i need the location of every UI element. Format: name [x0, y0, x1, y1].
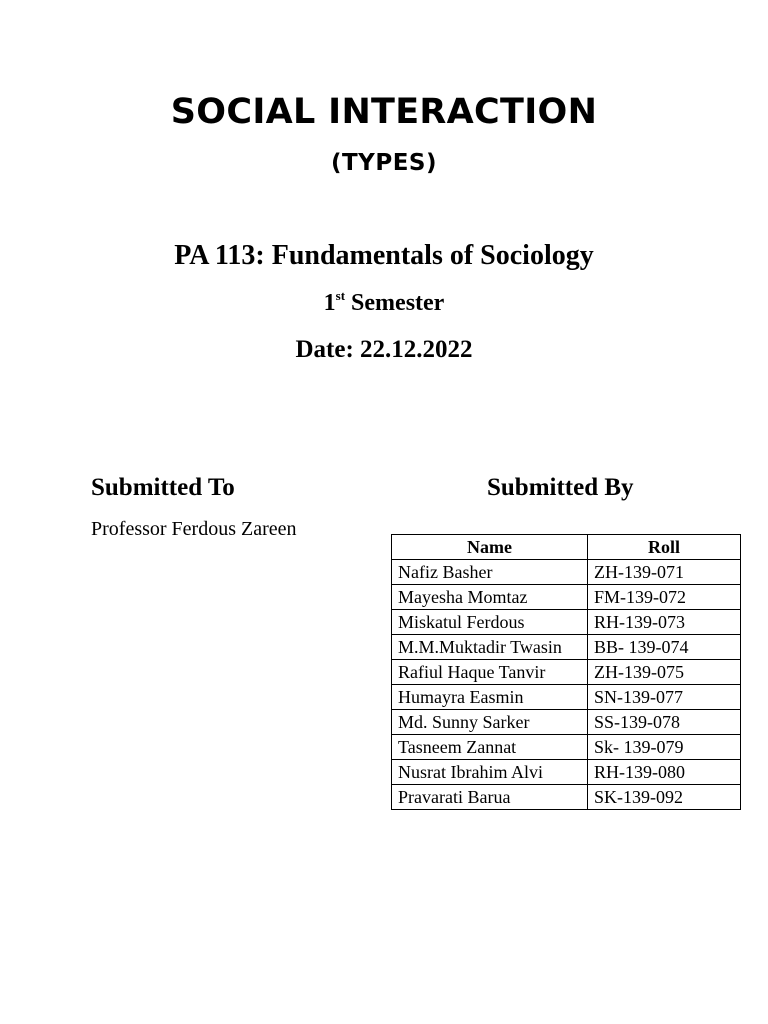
member-roll: ZH-139-075 [588, 660, 741, 685]
column-header-roll: Roll [588, 535, 741, 560]
table-row [392, 660, 741, 685]
semester-ordinal: st [335, 288, 346, 303]
member-roll: Sk- 139-079 [588, 735, 741, 760]
table-row [392, 785, 741, 810]
table-row [392, 560, 741, 585]
column-header-name: Name [392, 535, 588, 560]
document-title: SOCIAL INTERACTION [170, 92, 598, 132]
semester-label: Semester [345, 290, 445, 316]
semester-number: 1 [323, 290, 336, 316]
submission-date: Date: 22.12.2022 [295, 336, 473, 363]
member-name: Pravarati Barua [392, 785, 588, 810]
member-roll: FM-139-072 [588, 585, 741, 610]
course-title: PA 113: Fundamentals of Sociology [174, 240, 594, 271]
submitted-to-heading: Submitted To [91, 474, 235, 501]
table-row [392, 635, 741, 660]
submitted-by-heading: Submitted By [487, 474, 634, 501]
table-header-row [392, 535, 741, 560]
table-row [392, 760, 741, 785]
members-table [391, 534, 741, 810]
member-name: Nafiz Basher [392, 560, 588, 585]
member-roll: BB- 139-074 [588, 635, 741, 660]
member-roll: SK-139-092 [588, 785, 741, 810]
member-name: Rafiul Haque Tanvir [392, 660, 588, 685]
document-subtitle: (TYPES) [330, 150, 437, 176]
table-row [392, 585, 741, 610]
member-name: Nusrat Ibrahim Alvi [392, 760, 588, 785]
member-name: Humayra Easmin [392, 685, 588, 710]
member-name: Mayesha Momtaz [392, 585, 588, 610]
member-roll: RH-139-080 [588, 760, 741, 785]
table-row [392, 735, 741, 760]
table-row [392, 610, 741, 635]
table-row [392, 710, 741, 735]
semester-line [0, 290, 768, 317]
member-roll: ZH-139-071 [588, 560, 741, 585]
member-name: Md. Sunny Sarker [392, 710, 588, 735]
member-roll: SS-139-078 [588, 710, 741, 735]
table-row [392, 685, 741, 710]
professor-name: Professor Ferdous Zareen [91, 518, 297, 540]
member-name: Miskatul Ferdous [392, 610, 588, 635]
member-name: Tasneem Zannat [392, 735, 588, 760]
member-roll: RH-139-073 [588, 610, 741, 635]
member-roll: SN-139-077 [588, 685, 741, 710]
member-name: M.M.Muktadir Twasin [392, 635, 588, 660]
